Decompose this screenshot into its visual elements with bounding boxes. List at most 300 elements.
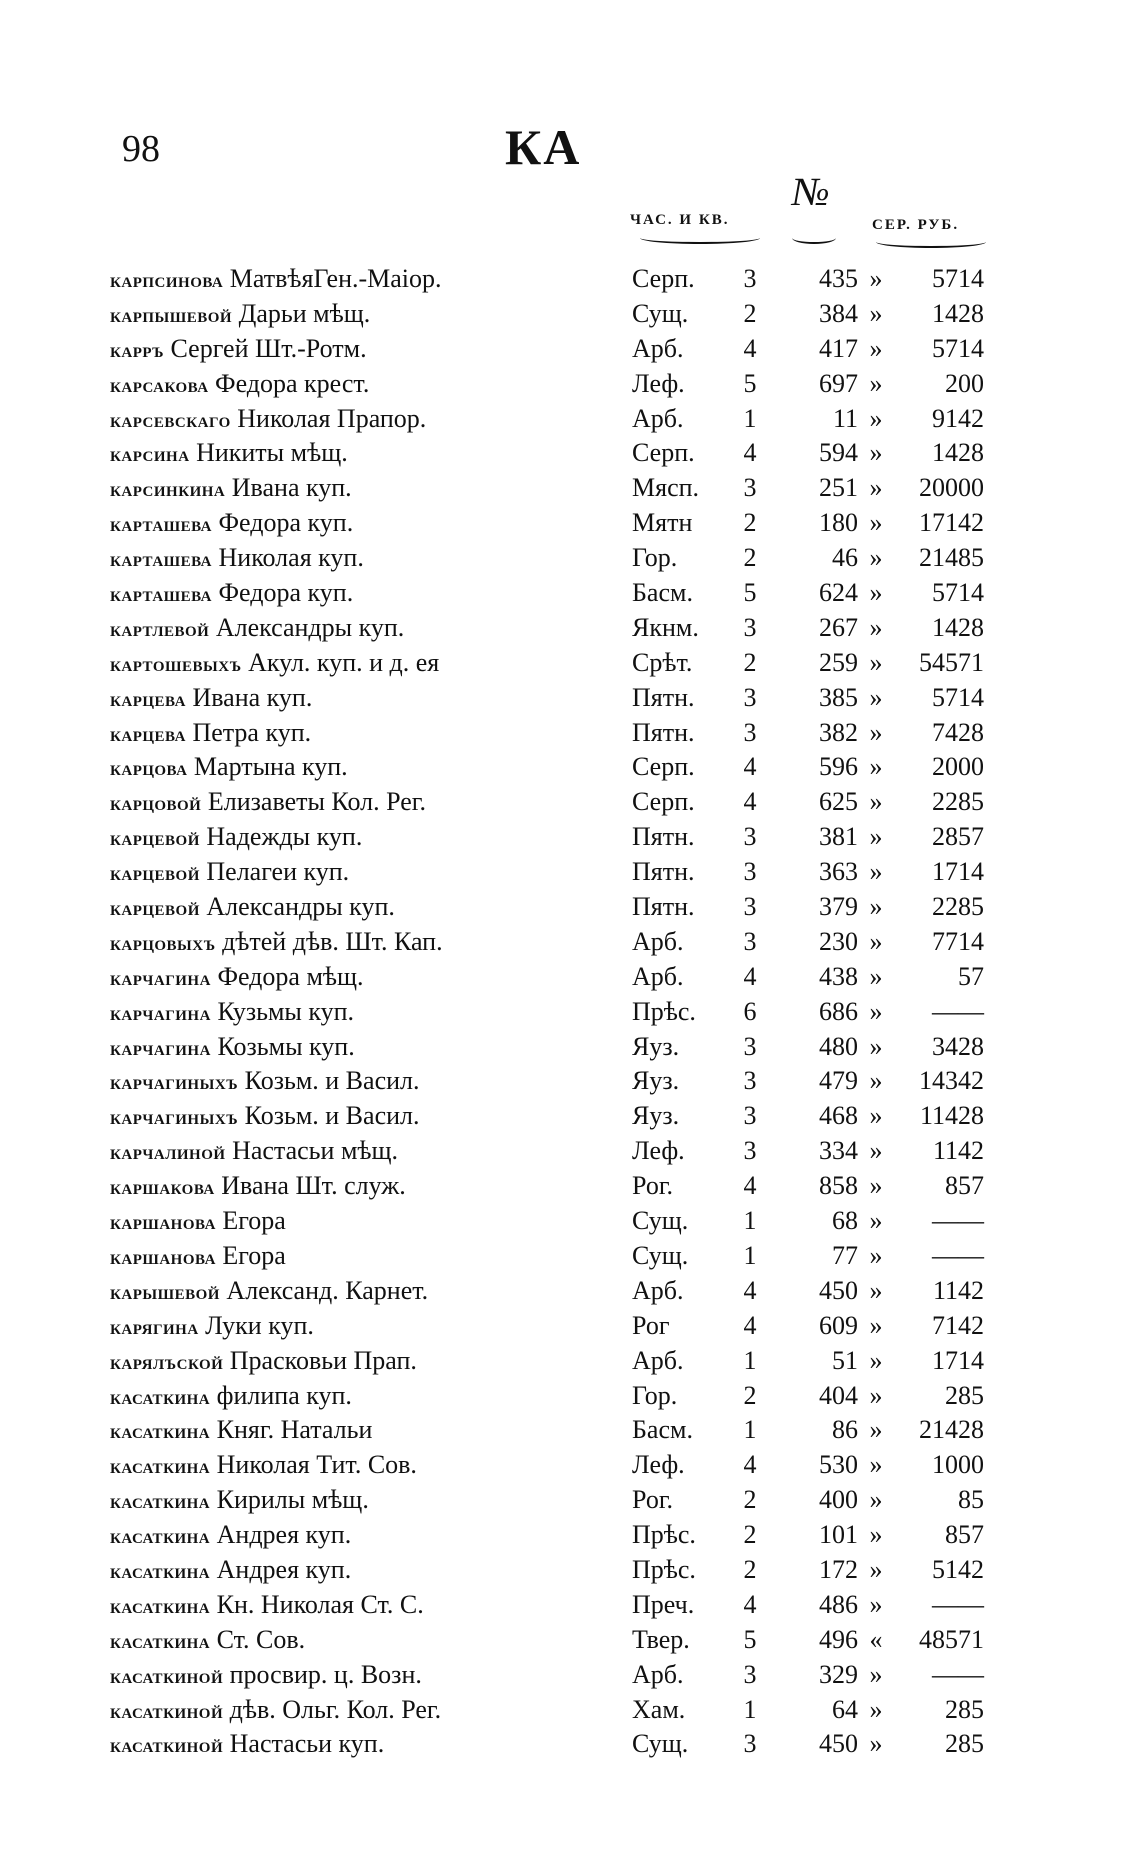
entry-quarter: 2 — [743, 1554, 757, 1584]
entry-district: Прѣс. — [632, 1520, 696, 1550]
entry-district: Басм. — [632, 1415, 693, 1445]
entry-surname: карцевой — [110, 860, 200, 886]
entry-ditto-mark: » — [869, 1101, 883, 1131]
entry-given-name-rank: просвир. ц. Возн. — [229, 1659, 422, 1689]
entry-name — [110, 820, 632, 856]
list-item — [0, 785, 1140, 820]
entry-house-number: 379 — [819, 892, 858, 922]
rubles-column-header: СЕР. РУБ. — [872, 217, 960, 233]
entry-house-number: 450 — [819, 1275, 858, 1305]
entry-ditto-mark: » — [869, 1659, 883, 1689]
entry-house-number: 468 — [819, 1101, 858, 1131]
list-item — [0, 1099, 1140, 1134]
entry-house-number: 180 — [819, 508, 858, 538]
entry-house-number: 11 — [832, 403, 858, 433]
entry-district: Арб. — [632, 1659, 684, 1689]
entry-surname: карсинкина — [110, 476, 226, 502]
entry-given-name-rank: Кирилы мѣщ. — [216, 1485, 369, 1515]
entry-surname: карышевой — [110, 1278, 220, 1304]
entry-name — [110, 890, 632, 926]
entry-ditto-mark: » — [869, 1450, 883, 1480]
entry-quarter: 3 — [743, 1659, 757, 1689]
entry-ditto-mark: « — [869, 1624, 883, 1654]
entry-surname: каршакова — [110, 1174, 215, 1200]
list-item — [0, 436, 1140, 471]
entry-ditto-mark: » — [869, 333, 883, 363]
entry-name — [110, 716, 632, 752]
entry-given-name-rank: Федора мѣщ. — [217, 961, 364, 991]
entry-district: Арб. — [632, 1345, 684, 1375]
list-item — [0, 1309, 1140, 1344]
entry-amount: —— — [932, 996, 984, 1026]
list-item — [0, 1064, 1140, 1099]
entry-ditto-mark: » — [869, 1554, 883, 1584]
entry-ditto-mark: » — [869, 752, 883, 782]
entry-amount: 2285 — [932, 892, 984, 922]
entry-given-name-rank: Егора — [222, 1206, 286, 1236]
entry-given-name-rank: Луки куп. — [205, 1310, 314, 1340]
entry-given-name-rank: Федора куп. — [218, 508, 354, 538]
list-item — [0, 1169, 1140, 1204]
entry-district: Пятн. — [632, 857, 695, 887]
entry-district: Серп. — [632, 787, 695, 817]
entry-quarter: 3 — [743, 857, 757, 887]
entry-amount: 7142 — [932, 1310, 984, 1340]
list-item — [0, 1134, 1140, 1169]
entry-surname: карръ — [110, 336, 165, 362]
entry-name — [110, 1727, 632, 1763]
entry-amount: 857 — [945, 1520, 984, 1550]
list-item — [0, 890, 1140, 925]
entry-given-name-rank: Александры куп. — [206, 892, 395, 922]
entry-name — [110, 1064, 632, 1100]
entry-quarter: 3 — [743, 612, 757, 642]
entry-amount: —— — [932, 1589, 984, 1619]
entry-name — [110, 1413, 632, 1449]
entry-district: Рог — [632, 1310, 670, 1340]
entry-ditto-mark: » — [869, 682, 883, 712]
entry-name — [110, 1623, 632, 1659]
list-item — [0, 1518, 1140, 1553]
entry-amount: 285 — [945, 1729, 984, 1759]
entry-quarter: 2 — [743, 1485, 757, 1515]
entry-house-number: 363 — [819, 857, 858, 887]
rubles-header-brace — [876, 236, 986, 248]
list-item — [0, 332, 1140, 367]
entry-district: Рог. — [632, 1485, 674, 1515]
entry-name — [110, 681, 632, 717]
entry-surname: карташева — [110, 581, 213, 607]
entry-given-name-rank: Козьм. и Васил. — [244, 1101, 420, 1131]
entry-name — [110, 541, 632, 577]
entry-surname: карцева — [110, 720, 186, 746]
entry-district: Арб. — [632, 403, 684, 433]
entry-given-name-rank: Ивана куп. — [192, 682, 313, 712]
entry-house-number: 596 — [819, 752, 858, 782]
list-item — [0, 1693, 1140, 1728]
entry-quarter: 2 — [743, 298, 757, 328]
entry-house-number: 496 — [819, 1624, 858, 1654]
entry-surname: карсина — [110, 441, 190, 467]
entry-ditto-mark: » — [869, 647, 883, 677]
entry-name — [110, 367, 632, 403]
entry-district: Леф. — [632, 1450, 685, 1480]
entry-amount: 285 — [945, 1380, 984, 1410]
list-item — [0, 506, 1140, 541]
entry-ditto-mark: » — [869, 1345, 883, 1375]
entry-amount: 14342 — [919, 1066, 984, 1096]
list-item — [0, 646, 1140, 681]
entry-name — [110, 471, 632, 507]
entry-ditto-mark: » — [869, 473, 883, 503]
entry-given-name-rank: Кузьмы куп. — [217, 996, 355, 1026]
entry-surname: карчагина — [110, 999, 211, 1025]
entry-name — [110, 855, 632, 891]
entry-given-name-rank: Кн. Николая Ст. С. — [216, 1589, 424, 1619]
entry-district: Пятн. — [632, 892, 695, 922]
entry-ditto-mark: » — [869, 264, 883, 293]
entry-ditto-mark: » — [869, 1031, 883, 1061]
entry-given-name-rank: Ивана Шт. служ. — [221, 1171, 406, 1201]
entry-quarter: 3 — [743, 1729, 757, 1759]
entry-ditto-mark: » — [869, 403, 883, 433]
entry-given-name-rank: дѣтей дѣв. Шт. Кап. — [222, 926, 443, 956]
list-item — [0, 402, 1140, 437]
entry-ditto-mark: » — [869, 1171, 883, 1201]
entry-amount: 3428 — [932, 1031, 984, 1061]
entry-surname: карягина — [110, 1313, 199, 1339]
entry-name — [110, 1448, 632, 1484]
entry-quarter: 5 — [743, 1624, 757, 1654]
entry-house-number: 267 — [819, 612, 858, 642]
entry-amount: 1000 — [932, 1450, 984, 1480]
list-item — [0, 1658, 1140, 1693]
entry-ditto-mark: » — [869, 1066, 883, 1096]
entry-ditto-mark: » — [869, 1694, 883, 1724]
list-item — [0, 855, 1140, 890]
entry-ditto-mark: » — [869, 996, 883, 1026]
entry-house-number: 230 — [819, 926, 858, 956]
entry-surname: карчалиной — [110, 1139, 226, 1165]
entry-surname: касаткина — [110, 1523, 211, 1549]
entry-amount: 57 — [958, 961, 984, 991]
entry-quarter: 2 — [743, 508, 757, 538]
number-column-header: № — [792, 169, 830, 214]
entry-given-name-rank: Егора — [222, 1240, 286, 1270]
entry-ditto-mark: » — [869, 578, 883, 608]
entry-name — [110, 1134, 632, 1170]
entry-surname: касаткиной — [110, 1662, 224, 1688]
entry-surname: карсакова — [110, 371, 209, 397]
entry-quarter: 2 — [743, 543, 757, 573]
entry-surname: карцова — [110, 755, 188, 781]
entry-district: Леф. — [632, 1136, 685, 1166]
entry-given-name-rank: Мартына куп. — [193, 752, 348, 782]
list-item — [0, 297, 1140, 332]
entry-ditto-mark: » — [869, 1275, 883, 1305]
entry-quarter: 3 — [743, 473, 757, 503]
entry-house-number: 479 — [819, 1066, 858, 1096]
entry-house-number: 382 — [819, 717, 858, 747]
entry-amount: 5714 — [932, 264, 984, 293]
entry-given-name-rank: Козьм. и Васил. — [244, 1066, 420, 1096]
entry-surname: касаткиной — [110, 1732, 224, 1758]
entry-house-number: 417 — [819, 333, 858, 363]
list-item — [0, 820, 1140, 855]
entry-house-number: 77 — [832, 1240, 858, 1270]
list-item — [0, 471, 1140, 506]
entry-quarter: 1 — [743, 403, 757, 433]
entry-amount: 21485 — [919, 543, 984, 573]
running-head: КА — [505, 119, 582, 175]
entry-house-number: 86 — [832, 1415, 858, 1445]
entry-house-number: 381 — [819, 822, 858, 852]
entry-name — [110, 436, 632, 472]
entry-house-number: 686 — [819, 996, 858, 1026]
entry-house-number: 486 — [819, 1589, 858, 1619]
entry-ditto-mark: » — [869, 857, 883, 887]
entry-amount: 5714 — [932, 682, 984, 712]
entry-name — [110, 1344, 632, 1380]
entry-amount: —— — [932, 1659, 984, 1689]
entry-surname: каршанова — [110, 1209, 216, 1235]
entry-surname: касаткина — [110, 1557, 211, 1583]
entry-house-number: 64 — [832, 1694, 858, 1724]
entry-district: Пятн. — [632, 822, 695, 852]
entry-ditto-mark: » — [869, 1136, 883, 1166]
entry-ditto-mark: » — [869, 1415, 883, 1445]
entry-surname: касаткина — [110, 1418, 211, 1444]
entry-given-name-rank: МатвѣяГен.-Маіор. — [229, 264, 442, 293]
entry-quarter: 3 — [743, 264, 757, 293]
entry-given-name-rank: Петра куп. — [192, 717, 312, 747]
entry-house-number: 450 — [819, 1729, 858, 1759]
entry-surname: карчагиныхъ — [110, 1104, 239, 1130]
entry-surname: карцовыхъ — [110, 929, 216, 955]
entry-district: Сущ. — [632, 1240, 689, 1270]
entry-district: Яуз. — [632, 1031, 680, 1061]
entry-district: Арб. — [632, 1275, 684, 1305]
entry-surname: касаткина — [110, 1627, 211, 1653]
entry-quarter: 4 — [743, 438, 757, 468]
entry-name — [110, 1518, 632, 1554]
list-item — [0, 1204, 1140, 1239]
list-item — [0, 576, 1140, 611]
entry-surname: касаткина — [110, 1383, 211, 1409]
entry-house-number: 594 — [819, 438, 858, 468]
entry-quarter: 3 — [743, 822, 757, 852]
entry-given-name-rank: Никиты мѣщ. — [196, 438, 348, 468]
entry-amount: 1714 — [932, 1345, 984, 1375]
entry-quarter: 6 — [743, 996, 757, 1026]
entry-quarter: 2 — [743, 1380, 757, 1410]
entry-quarter: 4 — [743, 787, 757, 817]
entry-name — [110, 611, 632, 647]
entry-ditto-mark: » — [869, 612, 883, 642]
entry-quarter: 3 — [743, 892, 757, 922]
entry-surname: карцевой — [110, 895, 200, 921]
entry-quarter: 4 — [743, 333, 757, 363]
entry-name — [110, 297, 632, 333]
quarter-column-header: ЧАС. И КВ. — [630, 212, 730, 228]
entry-ditto-mark: » — [869, 787, 883, 817]
entry-district: Якнм. — [632, 612, 699, 642]
entry-ditto-mark: » — [869, 1485, 883, 1515]
entry-ditto-mark: » — [869, 717, 883, 747]
entry-amount: 857 — [945, 1171, 984, 1201]
entry-name — [110, 576, 632, 612]
entry-amount: 7714 — [932, 926, 984, 956]
entry-given-name-rank: Андрея куп. — [216, 1520, 352, 1550]
entry-quarter: 1 — [743, 1240, 757, 1270]
entry-given-name-rank: Александры куп. — [215, 612, 405, 642]
entry-given-name-rank: Княг. Натальи — [216, 1415, 373, 1445]
entry-house-number: 334 — [819, 1136, 858, 1166]
entry-quarter: 1 — [743, 1206, 757, 1236]
entry-name — [110, 506, 632, 542]
entry-surname: карчагиныхъ — [110, 1069, 239, 1095]
entry-given-name-rank: Федора крест. — [215, 368, 370, 398]
entry-quarter: 2 — [743, 1520, 757, 1550]
entry-surname: касаткина — [110, 1592, 211, 1618]
entry-quarter: 4 — [743, 1589, 757, 1619]
entry-house-number: 385 — [819, 682, 858, 712]
entry-given-name-rank: дѣв. Ольг. Кол. Рег. — [229, 1694, 442, 1724]
entry-given-name-rank: Александ. Карнет. — [226, 1275, 429, 1305]
entry-district: Пятн. — [632, 682, 695, 712]
entry-amount: 1428 — [932, 612, 984, 642]
entry-quarter: 5 — [743, 578, 757, 608]
list-item — [0, 1588, 1140, 1623]
entry-ditto-mark: » — [869, 508, 883, 538]
entry-house-number: 625 — [819, 787, 858, 817]
entry-surname: картошевыхъ — [110, 650, 242, 676]
entry-district: Яуз. — [632, 1101, 680, 1131]
entry-district: Серп. — [632, 752, 695, 782]
entry-house-number: 530 — [819, 1450, 858, 1480]
list-item — [0, 1448, 1140, 1483]
entry-name — [110, 960, 632, 996]
entry-ditto-mark: » — [869, 1589, 883, 1619]
entry-given-name-rank: Сергей Шт.-Ротм. — [170, 333, 367, 363]
entry-district: Хам. — [632, 1694, 686, 1724]
entry-amount: 5714 — [932, 333, 984, 363]
entry-quarter: 3 — [743, 682, 757, 712]
entry-amount: 7428 — [932, 717, 984, 747]
list-item — [0, 1483, 1140, 1518]
entry-district: Серп. — [632, 438, 695, 468]
entry-name — [110, 925, 632, 961]
entry-ditto-mark: » — [869, 1380, 883, 1410]
entry-house-number: 609 — [819, 1310, 858, 1340]
entry-quarter: 4 — [743, 752, 757, 782]
entry-district: Срѣт. — [632, 647, 693, 677]
list-item — [0, 541, 1140, 576]
entry-quarter: 3 — [743, 1066, 757, 1096]
entry-given-name-rank: Николая куп. — [218, 543, 364, 573]
entry-name — [110, 1239, 632, 1275]
page-number: 98 — [122, 128, 160, 170]
entry-district: Мятн — [632, 508, 693, 538]
list-item — [0, 1553, 1140, 1588]
entry-given-name-rank: Ст. Сов. — [216, 1624, 306, 1654]
entry-house-number: 101 — [819, 1520, 858, 1550]
entry-amount: —— — [932, 1240, 984, 1270]
entry-district: Серп. — [632, 264, 695, 293]
entry-surname: карялъской — [110, 1348, 224, 1374]
entry-district: Арб. — [632, 333, 684, 363]
entry-given-name-rank: Пелагеи куп. — [206, 857, 350, 887]
entry-amount: —— — [932, 1206, 984, 1236]
entry-amount: 54571 — [919, 647, 984, 677]
entry-ditto-mark: » — [869, 1729, 883, 1759]
entry-amount: 2857 — [932, 822, 984, 852]
entry-surname: карцовой — [110, 790, 202, 816]
entry-house-number: 259 — [819, 647, 858, 677]
list-item — [0, 750, 1140, 785]
list-item — [0, 262, 1140, 297]
entry-district: Арб. — [632, 961, 684, 991]
entry-surname: карсевскаго — [110, 406, 231, 432]
list-item — [0, 1727, 1140, 1762]
list-item — [0, 1413, 1140, 1448]
list-item — [0, 1623, 1140, 1658]
entry-quarter: 1 — [743, 1345, 757, 1375]
entry-quarter: 5 — [743, 368, 757, 398]
entry-house-number: 172 — [819, 1554, 858, 1584]
entry-district: Мясп. — [632, 473, 700, 503]
entry-district: Гор. — [632, 1380, 678, 1410]
entry-amount: 21428 — [919, 1415, 984, 1445]
list-item — [0, 611, 1140, 646]
entry-given-name-rank: Елизаветы Кол. Рег. — [207, 787, 427, 817]
list-item — [0, 1344, 1140, 1379]
entry-name — [110, 646, 632, 682]
entry-given-name-rank: Прасковьи Прап. — [229, 1345, 417, 1375]
entry-surname: картлевой — [110, 615, 210, 641]
entry-amount: 2285 — [932, 787, 984, 817]
entry-amount: 285 — [945, 1694, 984, 1724]
entry-house-number: 400 — [819, 1485, 858, 1515]
entry-given-name-rank: Настасьи мѣщ. — [232, 1136, 399, 1166]
entry-house-number: 384 — [819, 298, 858, 328]
entry-given-name-rank: филипа куп. — [216, 1380, 352, 1410]
entry-name — [110, 1204, 632, 1240]
entry-name — [110, 402, 632, 438]
entry-house-number: 51 — [832, 1345, 858, 1375]
list-item — [0, 1030, 1140, 1065]
entry-given-name-rank: Ивана куп. — [231, 473, 352, 503]
list-item — [0, 367, 1140, 402]
entry-district: Рог. — [632, 1171, 674, 1201]
entry-given-name-rank: Андрея куп. — [216, 1554, 352, 1584]
entry-quarter: 3 — [743, 717, 757, 747]
entry-district: Сущ. — [632, 298, 689, 328]
entry-house-number: 404 — [819, 1380, 858, 1410]
entry-district: Сущ. — [632, 1206, 689, 1236]
entry-quarter: 2 — [743, 647, 757, 677]
entry-amount: 2000 — [932, 752, 984, 782]
entry-name — [110, 785, 632, 821]
entry-name — [110, 262, 632, 298]
entry-amount: 5142 — [932, 1554, 984, 1584]
entry-house-number: 438 — [819, 961, 858, 991]
entry-surname: карчагина — [110, 1034, 211, 1060]
entry-surname: касаткина — [110, 1453, 211, 1479]
list-item — [0, 1379, 1140, 1414]
list-item — [0, 716, 1140, 751]
entry-district: Гор. — [632, 543, 678, 573]
